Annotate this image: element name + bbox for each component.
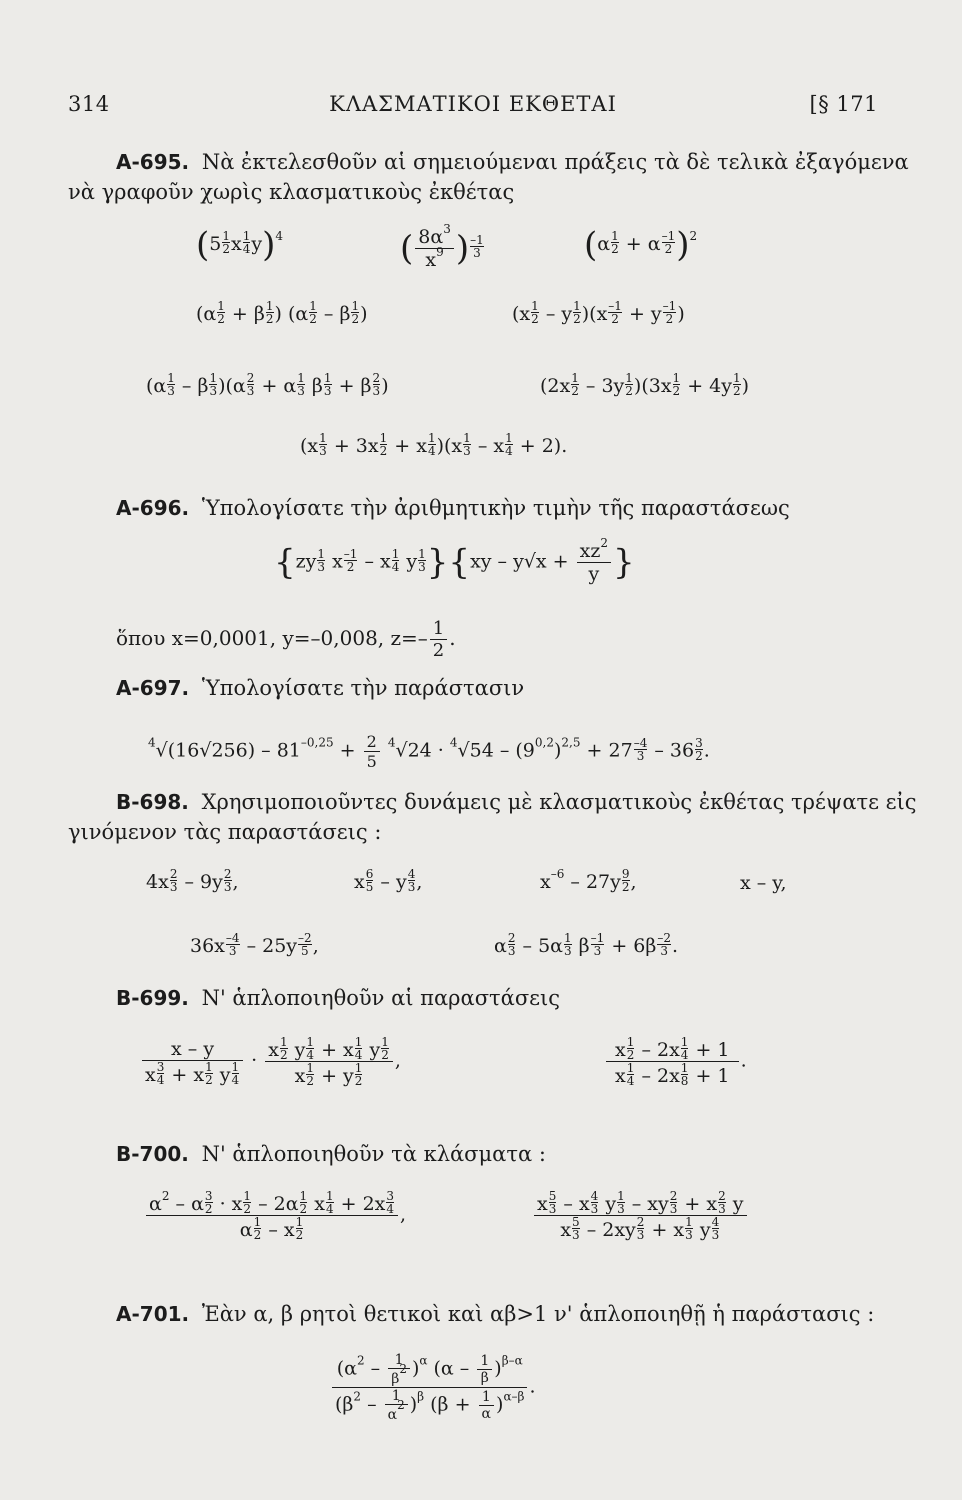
problem-b699-text: Ν' ἁπλοποιηθοῦν αἱ παραστάσεις [201,986,561,1010]
formula-b699-1: x – y x $\frac{3}{4}$ + x $\frac{1}{2}$ y $\frac{1}{4}$ · x $\frac{1}{2}$ y $\frac{1}{4}$ + x $\frac{1}{4}$ y $\frac{1}{2}$ x $\frac{1}{2}$ + y $\frac{1}{2}$ , [140,1036,401,1087]
problem-b700-text: Ν' ἁπλοποιηθοῦν τὰ κλάσματα : [201,1142,546,1166]
formula-a695-2: ( $\frac{8\alpha^3}{x^9}$ ) $\frac{-1}{3}$ [400,222,484,271]
formula-a695-8: (x $\frac{1}{3}$ + 3x $\frac{1}{2}$ + x $\frac{1}{4}$ )(x $\frac{1}{3}$ – x $\frac{1}{4}$ + 2). [300,431,568,458]
problem-b699-label: B-699. [116,986,189,1010]
problem-a696-where: ὅπου x=0,0001, y=–0,008, z=– $\frac{1}{2}$ . [116,618,456,661]
problem-a695-text: Νὰ ἐκτελεσθοῦν αἱ σημειούμεναι πράξεις τὰ δὲ τελικὰ ἐξαγόμενα [201,150,909,174]
problem-a697-label: A-697. [116,676,190,700]
formula-b698-6: α $\frac{2}{3}$ – 5α $\frac{1}{3}$ β $\frac{-1}{3}$ + 6β $\frac{-2}{3}$ . [494,931,679,958]
problem-b698-text: Χρησιμοποιοῦντες δυνάμεις μὲ κλασματικοὺς ἐκθέτας τρέψατε εἰς [201,790,917,814]
problem-b700-line1 [116,1142,546,1166]
formula-a695-3: (α $\frac{1}{2}$ + α $\frac{-1}{2}$ )$^2$ [584,225,698,265]
formula-a695-5: (x $\frac{1}{2}$ – y $\frac{1}{2}$ )(x $\frac{-1}{2}$ + y $\frac{-1}{2}$ ) [512,299,685,326]
formula-a696: {zy $\frac{1}{3}$ x $\frac{-1}{2}$ – x $\frac{1}{4}$ y $\frac{1}{3}$ }{xy – y√x + $\frac{xz^2}{y}$ } [274,536,635,585]
problem-a701-line1 [116,1302,874,1326]
problem-a697-line1 [116,676,524,700]
problem-b698-label: B-698. [116,790,189,814]
formula-b698-1: 4x $\frac{2}{3}$ – 9y $\frac{2}{3}$ , [146,867,239,894]
problem-b698-line2: γινόμενον τὰς παραστάσεις : [68,820,382,844]
formula-b698-5: 36x $\frac{-4}{3}$ – 25y $\frac{-2}{5}$ , [190,931,319,958]
problem-a701-text: Ἐὰν α, β ρητοὶ θετικοὶ καὶ αβ>1 ν' ἁπλοποιηθῇ ἡ παράστασις : [201,1302,875,1326]
formula-a701: ($\alpha^2$ – $\frac{1}{\beta^2}$ )$^\alpha$ (α – $\frac{1}{\beta}$ )$^{\beta-\alpha}$ ($\beta^2$ – $\frac{1}{\alpha^2}$ )$^\beta$ (β + $\frac{1}{\alpha}$ )$^{\alpha-\beta}$ . [330,1352,536,1423]
formula-b700-2: x $\frac{5}{3}$ – x $\frac{4}{3}$ y $\frac{1}{3}$ – xy $\frac{2}{3}$ + x $\frac{2}{3}$ y x $\frac{5}{3}$ – 2xy $\frac{2}{3}$ + x $\frac{1}{3}$ y $\frac{4}{3}$ [532,1190,749,1241]
formula-b700-1: $\alpha^2$ – α $\frac{3}{2}$ · x $\frac{1}{2}$ – 2α $\frac{1}{2}$ x $\frac{1}{4}$ + 2x $\frac{3}{4}$ α $\frac{1}{2}$ – x $\frac{1}{2}$ , [144,1190,406,1241]
formula-b699-2: x $\frac{1}{2}$ – 2x $\frac{1}{4}$ + 1 x $\frac{1}{4}$ – 2x $\frac{1}{8}$ + 1 . [604,1036,747,1087]
page-number: 314 [68,92,110,116]
formula-a695-1: (5 $\frac{1}{2}$ x $\frac{1}{4}$ y)$^4$ [196,225,283,265]
problem-a696-where-text: ὅπου x=0,0001, y=–0,008, z=– [116,626,428,650]
formula-b698-4: x – y, [740,872,787,894]
problem-b698-line1 [116,790,917,814]
problem-a701-label: A-701. [116,1302,190,1326]
problem-a695-line1 [116,150,909,174]
section-ref: [§ 171 [809,92,878,116]
formula-a695-7: (2x $\frac{1}{2}$ – 3y $\frac{1}{2}$ )(3x $\frac{1}{2}$ + 4y $\frac{1}{2}$ ) [540,371,750,398]
formula-b698-2: x $\frac{6}{5}$ – y $\frac{4}{3}$ , [354,867,423,894]
formula-a695-4: (α $\frac{1}{2}$ + β $\frac{1}{2}$ ) (α $\frac{1}{2}$ – β $\frac{1}{2}$ ) [196,299,368,326]
problem-a697-text: Ὑπολογίσατε τὴν παράστασιν [201,676,525,700]
problem-a696-label: A-696. [116,496,190,520]
problem-b699-line1 [116,986,560,1010]
problem-a695-line2: νὰ γραφοῦν χωρὶς κλασματικοὺς ἐκθέτας [68,180,515,204]
problem-a696-line1 [116,496,790,520]
problem-a695-label: A-695. [116,150,190,174]
running-title: ΚΛΑΣΜΑΤΙΚΟΙ ΕΚΘΕΤΑΙ [329,92,617,116]
formula-b698-3: $x^{-6} - 27y$ $\frac{9}{2}$ , [540,867,637,894]
problem-a696-text: Ὑπολογίσατε τὴν ἀριθμητικὴν τιμὴν τῆς παραστάσεως [201,496,790,520]
formula-a697: $^4√(16√256) - 81^{-0,25}$ + $\frac{2}{5}$ $^4√24 \cdot ^4√54 - (9^{0,2})^{2,5} + 27$ $\frac{-4}{3}$ – 36 $\frac{3}{2}$ . [148,732,710,771]
formula-a695-6: (α $\frac{1}{3}$ – β $\frac{1}{3}$ )(α $\frac{2}{3}$ + α $\frac{1}{3}$ β $\frac{1}{3}$ + β $\frac{2}{3}$ ) [146,371,389,398]
problem-b700-label: B-700. [116,1142,189,1166]
